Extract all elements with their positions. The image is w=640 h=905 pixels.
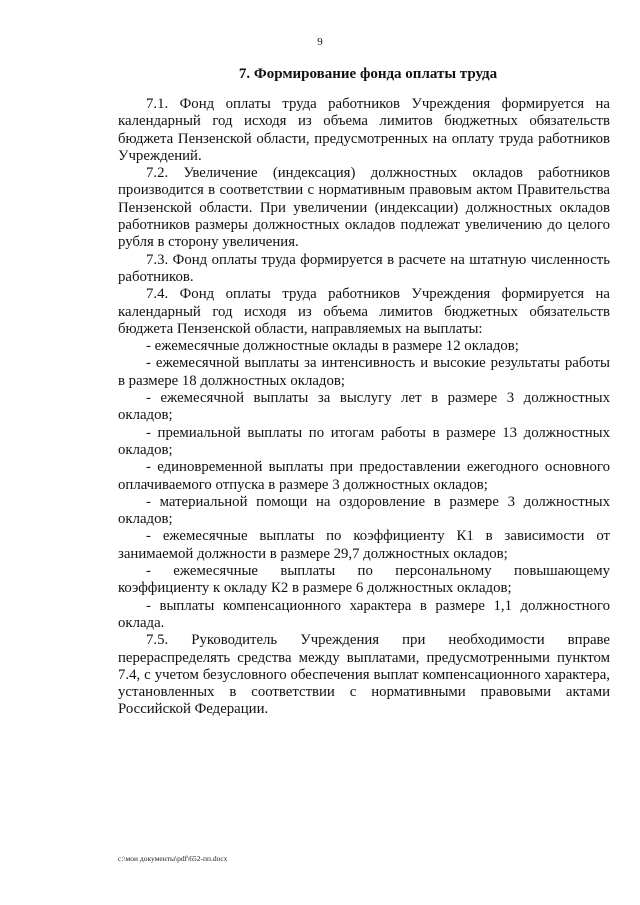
document-body: [118, 96, 610, 719]
paragraph-7-5: 7.5. Руководитель Учреждения при необходимости вправе перераспределять средства между выплатами, предусмотренными пунктом 7.4, с учетом безусловного обеспечения выплат компенсационного характера, установленных в соответствии с нормативными правовыми актами Российской Федерации.: [118, 632, 610, 718]
paragraph-7-4: 7.4. Фонд оплаты труда работников Учреждения формируется на календарный год исходя из объема лимитов бюджетных обязательств бюджета Пензенской области, направляемых на выплаты:: [118, 286, 610, 337]
list-item: - ежемесячные должностные оклады в размере 12 окладов;: [146, 338, 519, 355]
list-item: - ежемесячные выплаты по персональному повышающему коэффициенту к окладу К2 в размере 6 должностных окладов;: [118, 563, 610, 597]
page-number: 9: [317, 36, 323, 48]
footer-file-path: c:\мои документы\pdf\652-пп.docx: [118, 854, 228, 863]
paragraph-7-3: 7.3. Фонд оплаты труда формируется в расчете на штатную численность работников.: [118, 251, 610, 285]
list-item: - единовременной выплаты при предоставлении ежегодного основного оплачиваемого отпуска в размере 3 должностных окладов;: [118, 459, 610, 493]
list-item: - ежемесячной выплаты за выслугу лет в размере 3 должностных окладов;: [118, 390, 610, 424]
list-item: - материальной помощи на оздоровление в размере 3 должностных окладов;: [118, 493, 610, 528]
list-item: - ежемесячные выплаты по коэффициенту К1 в зависимости от занимаемой должности в размере 29,7 должностных окладов;: [118, 528, 610, 562]
paragraph-7-2: 7.2. Увеличение (индексация) должностных окладов работников производится в соответствии с нормативным правовым актом Правительства Пензенской области. При увеличении (индексации) должностных окладов работников размеры должностных окладов подлежат увеличению до целого рубля в сторону увеличения.: [118, 165, 610, 251]
list-item: - выплаты компенсационного характера в размере 1,1 должностного оклада.: [118, 597, 610, 631]
list-item: - ежемесячной выплаты за интенсивность и высокие результаты работы в размере 18 должностных окладов;: [118, 355, 610, 389]
section-heading: 7. Формирование фонда оплаты труда: [238, 66, 498, 82]
paragraph-7-1: 7.1. Фонд оплаты труда работников Учреждения формируется на календарный год исходя из объема лимитов бюджетных обязательств бюджета Пензенской области, предусмотренных на оплату труда работников Учреждений.: [118, 96, 610, 164]
list-item: - премиальной выплаты по итогам работы в размере 13 должностных окладов;: [118, 424, 610, 458]
